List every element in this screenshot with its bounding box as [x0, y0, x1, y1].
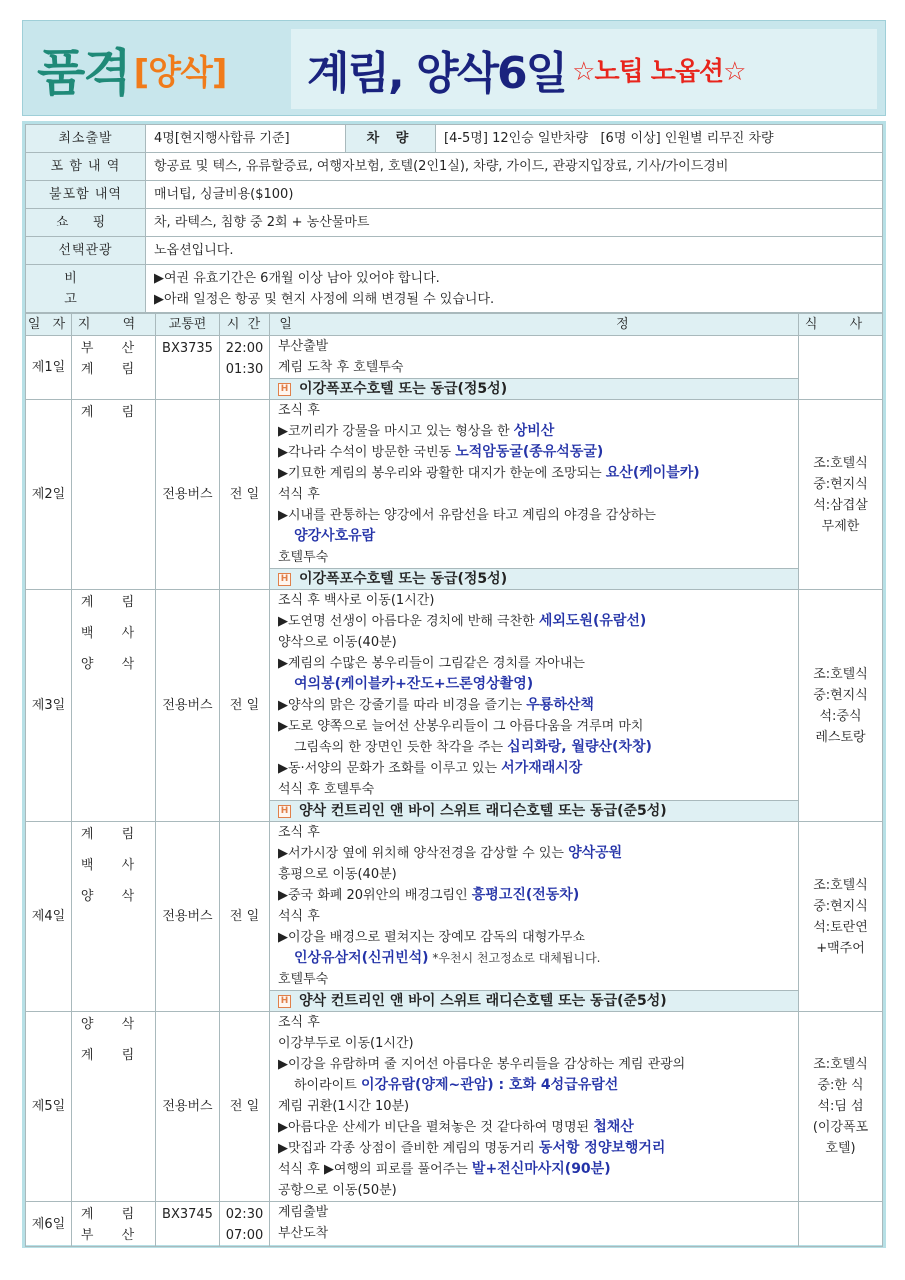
- day-regions: [72, 1012, 156, 1202]
- shopping-label: 쇼 핑: [26, 209, 146, 237]
- day-schedule: [270, 822, 799, 1012]
- vehicle-label: 차 량: [346, 125, 436, 153]
- schedule-line: [270, 758, 798, 779]
- attraction-highlight: 요산(케이블카): [605, 465, 700, 481]
- schedule-line: 조식 후: [278, 825, 320, 840]
- schedule-line: 계림 귀환(1시간 10분): [278, 1099, 410, 1114]
- day-label: 제2일: [26, 400, 72, 590]
- region-name: 양 삭: [80, 889, 147, 904]
- day-meal: [799, 1202, 883, 1247]
- schedule-text: 하이라이트: [294, 1078, 361, 1093]
- day-row-5: [26, 1012, 883, 1202]
- day-row-6: [26, 1202, 883, 1247]
- attraction-highlight: 이강유람(양제~관암) : 호화 4성급유람선: [360, 1077, 619, 1093]
- optional-value: 노옵션입니다.: [146, 237, 883, 265]
- meal-line: 석:삼겹살: [813, 497, 868, 513]
- attraction-highlight: 발+전신마사지(90분): [471, 1161, 611, 1177]
- title-banner: [22, 20, 886, 116]
- region-name: 계 림: [80, 595, 147, 610]
- info-row-excluded: [26, 181, 883, 209]
- meal-line: 석:딤 섬: [817, 1099, 864, 1114]
- schedule-line: ▶시내를 관통하는 양강에서 유람선을 타고 계림의 야경을 감상하는: [278, 508, 656, 523]
- day-schedule: [270, 1012, 799, 1202]
- optional-label: 선택관광: [26, 237, 146, 265]
- schedule-text: ▶기묘한 계림의 봉우리와 광활한 대지가 한눈에 조망되는: [278, 466, 606, 481]
- region-name: 백 사: [80, 626, 147, 641]
- meal-line: +맥주어: [816, 940, 865, 956]
- day-regions: [72, 822, 156, 1012]
- schedule-line: ▶이강을 배경으로 펼쳐지는 장예모 감독의 대형가무쇼: [278, 930, 585, 945]
- included-label: 포 함 내 역: [26, 153, 146, 181]
- schedule-text: ▶각나라 수석이 방문한 국빈동: [278, 445, 456, 460]
- day-times: [220, 336, 270, 400]
- region-name: 계 림: [80, 1048, 147, 1063]
- brand-block: [37, 31, 226, 107]
- meal-line: 조:호텔식: [813, 666, 868, 682]
- time-value: 전 일: [220, 1012, 270, 1202]
- day-row-3: [26, 590, 883, 822]
- hotel-line: [270, 568, 798, 589]
- region-name: 양 삭: [80, 1017, 147, 1032]
- hotel-icon: H: [278, 805, 291, 818]
- region-name: 계 림: [80, 1207, 147, 1222]
- transport-value: 전용버스: [156, 822, 220, 1012]
- day-label: 제6일: [26, 1202, 72, 1247]
- meal-line: 조:호텔식: [813, 455, 868, 471]
- schedule-text: ▶중국 화폐 20위안의 배경그림인: [278, 888, 472, 903]
- schedule-line: [270, 442, 798, 463]
- day-regions: [72, 590, 156, 822]
- schedule-line: ▶이강을 유람하며 줄 지어선 아름다운 봉우리들을 감상하는 계림 관광의: [278, 1057, 686, 1072]
- day-schedule: [270, 1202, 799, 1247]
- schedule-text: ▶맛집과 각종 상점이 즐비한 계림의 명동거리: [278, 1141, 539, 1156]
- hotel-icon: H: [278, 573, 291, 586]
- rain-note: *우천시 천고정쇼로 대체됩니다.: [428, 951, 601, 965]
- col-meal: 식 사: [799, 314, 883, 336]
- time-value: 전 일: [220, 590, 270, 822]
- schedule-line: 흥평으로 이동(40분): [278, 867, 397, 882]
- meal-line: (이강폭포: [812, 1120, 869, 1135]
- meal-line: 조:호텔식: [813, 1057, 868, 1072]
- schedule-line: [270, 421, 798, 442]
- day-label: 제4일: [26, 822, 72, 1012]
- schedule-line: ▶도로 양쪽으로 늘어선 산봉우리들이 그 아름다움을 겨루며 마치: [278, 719, 644, 734]
- schedule-line: 계림출발: [278, 1205, 329, 1220]
- meal-line: 중:현지식: [813, 898, 868, 914]
- time-value: 02:30: [225, 1207, 264, 1222]
- schedule-line: 부산출발: [278, 339, 329, 354]
- time-value: 22:00: [225, 341, 264, 356]
- attraction-highlight: 인상유삼저(신귀빈석): [294, 950, 429, 966]
- attraction-highlight: 양강사호유람: [294, 528, 376, 544]
- attraction-highlight: 흥평고진(전동차): [471, 887, 580, 903]
- meal-line: 중:현지식: [813, 687, 868, 703]
- schedule-line: [270, 1159, 798, 1180]
- schedule-line: [270, 885, 798, 906]
- schedule-line: 석식 후 호텔투숙: [278, 782, 375, 797]
- schedule-line: [270, 1117, 798, 1138]
- schedule-line: [270, 611, 798, 632]
- col-transport: 교통편: [156, 314, 220, 336]
- schedule-text: ▶양삭의 맑은 강줄기를 따라 비경을 즐기는: [278, 698, 527, 713]
- day-regions: [72, 1202, 156, 1247]
- region-name: 계 림: [80, 362, 147, 377]
- info-row-remarks: [26, 265, 883, 313]
- time-value: 07:00: [225, 1228, 264, 1243]
- shopping-value: 차, 라텍스, 침향 중 2회 + 농산물마트: [146, 209, 883, 237]
- schedule-line: [270, 674, 798, 695]
- schedule-line: 이강부두로 이동(1시간): [278, 1036, 414, 1051]
- schedule-line: 조식 후: [278, 403, 320, 418]
- meal-line: 레스토랑: [815, 729, 866, 745]
- meal-line: 석:중식: [819, 708, 862, 724]
- attraction-highlight: 첩채산: [593, 1119, 634, 1135]
- min-departure-label: 최소출발: [26, 125, 146, 153]
- attraction-highlight: 상비산: [513, 423, 555, 439]
- attraction-highlight: 양삭공원: [568, 845, 623, 861]
- brand-title: 품격: [37, 44, 130, 102]
- schedule-text: ▶코끼리가 강물을 마시고 있는 형상을 한: [278, 424, 514, 439]
- time-value: 전 일: [220, 822, 270, 1012]
- schedule-line: [270, 526, 798, 547]
- info-row-shopping: [26, 209, 883, 237]
- trip-title-block: [291, 29, 877, 109]
- day-label: 제3일: [26, 590, 72, 822]
- attraction-highlight: 여의봉(케이블카+잔도+드론영상촬영): [294, 676, 534, 692]
- region-name: 부 산: [80, 341, 147, 356]
- schedule-text: 그림속의 한 장면인 듯한 착각을 주는: [294, 740, 508, 755]
- itinerary-header-row: [26, 314, 883, 336]
- time-value: 01:30: [225, 362, 264, 377]
- schedule-line: [270, 1138, 798, 1159]
- remarks-value: [146, 265, 883, 313]
- attraction-highlight: 우룡하산책: [526, 697, 594, 713]
- day-meal: [799, 590, 883, 822]
- attraction-highlight: 서가재래시장: [501, 760, 583, 776]
- excluded-value: 매너팁, 싱글비용($100): [146, 181, 883, 209]
- schedule-line: 부산도착: [278, 1226, 329, 1241]
- meal-line: 조:호텔식: [813, 877, 868, 893]
- attraction-highlight: 세외도원(유람선): [538, 613, 647, 629]
- meal-line: 중:한 식: [817, 1078, 864, 1093]
- meal-line: 석:토란연: [813, 919, 868, 935]
- schedule-line: 양삭으로 이동(40분): [278, 635, 397, 650]
- schedule-text: ▶서가시장 옆에 위치해 양삭전경을 감상할 수 있는: [278, 846, 569, 861]
- schedule-line: 계림 도착 후 호텔투숙: [278, 360, 404, 375]
- meal-line: 중:현지식: [813, 476, 868, 492]
- day-schedule: [270, 590, 799, 822]
- region-name: 백 사: [80, 858, 147, 873]
- schedule-text: ▶동·서양의 문화가 조화를 이루고 있는: [278, 761, 502, 776]
- transport-value: 전용버스: [156, 400, 220, 590]
- region-name: 부 산: [80, 1228, 147, 1243]
- day-meal: [799, 822, 883, 1012]
- remarks-label: 비 고: [26, 265, 146, 313]
- vehicle-value: [4-5명] 12인승 일반차량 [6명 이상] 인원별 리무진 차량: [436, 125, 883, 153]
- day-times: [220, 1202, 270, 1247]
- day-schedule: [270, 336, 799, 400]
- included-value: 항공료 및 텍스, 유류할증료, 여행자보험, 호텔(2인1실), 차량, 가이드, 관광지입장료, 기사/가이드경비: [146, 153, 883, 181]
- col-day: 일 자: [26, 314, 72, 336]
- meal-line: 호텔): [825, 1141, 856, 1156]
- hotel-name: 이강폭포수호텔 또는 동급(정5성): [299, 570, 508, 587]
- day-label: 제1일: [26, 336, 72, 400]
- region-name: 양 삭: [80, 657, 147, 672]
- col-region: 지 역: [72, 314, 156, 336]
- schedule-line: 조식 후 백사로 이동(1시간): [278, 593, 435, 608]
- day-meal: [799, 400, 883, 590]
- region-tag: [양삭]: [133, 52, 227, 93]
- itinerary-document: [22, 121, 886, 1248]
- schedule-line: 석식 후: [278, 909, 320, 924]
- itinerary-table: [25, 313, 883, 1247]
- flight-code: BX3735: [156, 336, 220, 400]
- day-row-2: [26, 400, 883, 590]
- flight-code: BX3745: [156, 1202, 220, 1247]
- schedule-line: [270, 737, 798, 758]
- info-table: [25, 124, 883, 313]
- day-regions: [72, 400, 156, 590]
- hotel-icon: H: [278, 995, 291, 1008]
- hotel-name: 양삭 컨트리인 앤 바이 스위트 래디슨호텔 또는 동급(준5성): [299, 802, 667, 819]
- transport-value: 전용버스: [156, 1012, 220, 1202]
- attraction-highlight: 십리화랑, 월량산(차창): [507, 739, 652, 755]
- hotel-line: [270, 990, 798, 1011]
- excluded-label: 불포함 내역: [26, 181, 146, 209]
- attraction-highlight: 동서항 정양보행거리: [538, 1140, 666, 1156]
- meal-line: 무제한: [821, 518, 860, 534]
- hotel-line: [270, 800, 798, 821]
- option-badge: ☆노팁 노옵션☆: [572, 56, 746, 87]
- info-row-included: [26, 153, 883, 181]
- time-value: 전 일: [220, 400, 270, 590]
- min-departure-value: 4명[현지행사합류 기준]: [146, 125, 346, 153]
- schedule-text: ▶아름다운 산세가 비단을 펼쳐놓은 것 같다하여 명명된: [278, 1120, 594, 1135]
- schedule-line: 호텔투숙: [278, 550, 329, 565]
- day-regions: [72, 336, 156, 400]
- hotel-line: [270, 378, 798, 399]
- day-row-1: [26, 336, 883, 400]
- schedule-line: [270, 695, 798, 716]
- remark-line: ▶여권 유효기간은 6개월 이상 남아 있어야 합니다.: [154, 270, 440, 286]
- schedule-line: [270, 463, 798, 484]
- hotel-name: 양삭 컨트리인 앤 바이 스위트 래디슨호텔 또는 동급(준5성): [299, 992, 667, 1009]
- region-name: 계 림: [80, 405, 147, 420]
- schedule-text: ▶도연명 선생이 아름다운 경치에 반해 극찬한: [278, 614, 539, 629]
- day-schedule: [270, 400, 799, 590]
- schedule-line: 조식 후: [278, 1015, 320, 1030]
- remark-line: ▶아래 일정은 항공 및 현지 사정에 의해 변경될 수 있습니다.: [154, 291, 495, 307]
- schedule-line: [270, 948, 798, 969]
- hotel-name: 이강폭포수호텔 또는 동급(정5성): [299, 380, 508, 397]
- info-row-min-departure: [26, 125, 883, 153]
- attraction-highlight: 노적암동굴(종유석동굴): [455, 444, 604, 460]
- schedule-line: [270, 843, 798, 864]
- schedule-text: 석식 후 ▶여행의 피로를 풀어주는: [278, 1162, 472, 1177]
- info-row-optional: [26, 237, 883, 265]
- trip-title: 계림, 양삭6일: [307, 48, 567, 99]
- hotel-icon: H: [278, 383, 291, 396]
- day-label: 제5일: [26, 1012, 72, 1202]
- schedule-line: 공항으로 이동(50분): [278, 1183, 397, 1198]
- schedule-line: ▶계림의 수많은 봉우리들이 그림같은 경치를 자아내는: [278, 656, 585, 671]
- schedule-line: 호텔투숙: [278, 972, 329, 987]
- day-row-4: [26, 822, 883, 1012]
- col-schedule: 일 정: [270, 314, 799, 336]
- schedule-line: 석식 후: [278, 487, 320, 502]
- col-time: 시 간: [220, 314, 270, 336]
- transport-value: 전용버스: [156, 590, 220, 822]
- region-name: 계 림: [80, 827, 147, 842]
- day-meal: [799, 1012, 883, 1202]
- schedule-line: [270, 1075, 798, 1096]
- day-meal: [799, 336, 883, 400]
